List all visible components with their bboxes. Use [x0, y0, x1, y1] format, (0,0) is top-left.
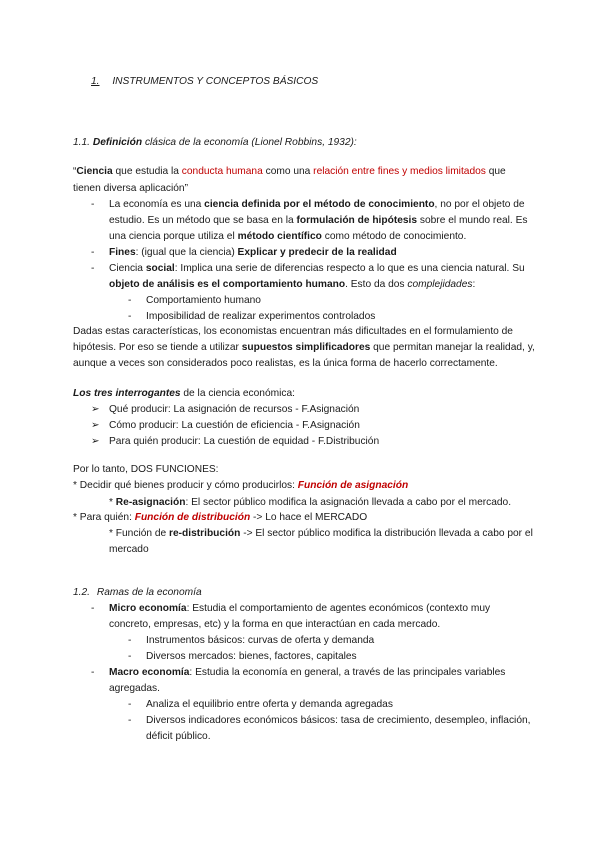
bullet-dash: -: [91, 247, 95, 258]
text-span: * Decidir qué bienes producir y cómo producirlos:: [73, 480, 298, 491]
micro-sub-2: Diversos mercados: bienes, factores, capitales: [146, 651, 357, 662]
funcion-asignacion: [73, 479, 408, 493]
heading-1-text: INSTRUMENTOS Y CONCEPTOS BÁSICOS: [112, 76, 319, 87]
bullet-dash: -: [91, 603, 95, 614]
text-span: *: [109, 497, 116, 508]
text-span: como método de conocimiento.: [321, 231, 467, 242]
paragraph-1-line-2: [73, 341, 535, 355]
macro-sub-1: Analiza el equilibrio entre oferta y demanda agregadas: [146, 699, 393, 710]
text-span: Ciencia: [109, 263, 146, 274]
macro-line-1: [109, 666, 505, 680]
text-span: complejidades: [407, 279, 473, 290]
bullet-dash: -: [91, 263, 95, 274]
re-distribucion-line-2: mercado: [109, 544, 149, 555]
bullet-2: [109, 246, 397, 260]
section-1-2-title: Ramas de la economía: [96, 587, 202, 598]
micro-line-2: concreto, empresas, etc) y la forma en que interactúan en cada mercado.: [109, 619, 441, 630]
text-span: que permitan manejar la realidad, y,: [370, 342, 535, 353]
quote-relacion: relación entre fines y medios limitados: [313, 166, 486, 177]
sub-bullet-comportamiento: Comportamiento humano: [146, 295, 261, 306]
text-span: :: [472, 279, 476, 290]
text-span: -> Lo hace el MERCADO: [250, 512, 368, 523]
arrow-bullet-icon: ➢: [91, 436, 100, 447]
sub-bullet-dash: -: [128, 699, 132, 710]
text-span: * Función de: [109, 528, 170, 539]
section-1-2-heading: [73, 586, 202, 600]
sub-bullet-dash: -: [128, 295, 132, 306]
text-span: : (igual que la ciencia): [135, 247, 238, 258]
text-span: ciencia definida por el método de conocimiento: [204, 199, 435, 210]
bullet-3-line-1: [109, 262, 525, 276]
quote-line-2: tienen diversa aplicación”: [73, 183, 188, 194]
arrow-bullet-icon: ➢: [91, 404, 100, 415]
bullet-1-line-1: [109, 198, 525, 212]
macro-sub-2-line-2: déficit público.: [146, 731, 211, 742]
paragraph-1-line-1: Dadas estas características, los economistas encuentran más dificultades en el formulamiento de: [73, 326, 513, 337]
text-span: * Para quién:: [73, 512, 135, 523]
micro-line-1: [109, 602, 490, 616]
heading-1: [91, 75, 318, 89]
text-span: Fines: [109, 247, 136, 258]
text-span: sobre el mundo real. Es: [417, 215, 528, 226]
quote-text-3: que: [485, 166, 506, 177]
text-span: Función de distribución: [134, 512, 251, 523]
quote-open: “: [73, 166, 77, 177]
text-span: método científico: [237, 231, 322, 242]
quote-ciencia: Ciencia: [76, 166, 113, 177]
sub-bullet-dash: -: [128, 635, 132, 646]
arrow-bullet-icon: ➢: [91, 420, 100, 431]
section-1-2-number: 1.2.: [73, 587, 90, 598]
macro-sub-2-line-1: Diversos indicadores económicos básicos: tasa de crecimiento, desempleo, inflación,: [146, 715, 531, 726]
section-1-1-title: clásica de la economía (Lionel Robbins, 1932):: [144, 137, 357, 148]
paragraph-1-line-3: aunque a veces son considerados poco realistas, es la única forma de hacerlo correctamente.: [73, 358, 498, 369]
text-span: Los tres interrogantes: [73, 388, 181, 399]
text-span: Micro economía: [109, 603, 187, 614]
interrogante-item-2: Cómo producir: La cuestión de eficiencia - F.Asignación: [109, 420, 360, 431]
text-span: una ciencia porque utiliza el: [109, 231, 238, 242]
text-span: . Esto da dos: [345, 279, 408, 290]
text-span: supuestos simplificadores: [241, 342, 371, 353]
re-distribucion-line-1: [109, 527, 533, 541]
bullet-1-line-3: [109, 230, 466, 244]
text-span: , no por el objeto de: [434, 199, 525, 210]
text-span: hipótesis. Por eso se tiende a utilizar: [73, 342, 242, 353]
text-span: : El sector público modifica la asignación llevada a cabo por el mercado.: [185, 497, 512, 508]
bullet-dash: -: [91, 199, 95, 210]
text-span: Macro economía: [109, 667, 190, 678]
heading-1-number: 1.: [91, 76, 100, 87]
quote-text-1: que estudia la: [112, 166, 182, 177]
section-1-1-number: 1.1.: [73, 137, 90, 148]
funcion-distribucion: [73, 511, 367, 525]
text-span: estudio. Es un método que se basa en la: [109, 215, 297, 226]
text-span: de la ciencia económica:: [180, 388, 295, 399]
interrogante-item-3: Para quién producir: La cuestión de equidad - F.Distribución: [109, 436, 380, 447]
sub-bullet-dash: -: [128, 715, 132, 726]
quote-line-1: [73, 165, 506, 179]
section-1-1-title-bold: Definición: [92, 137, 143, 148]
text-span: re-distribución: [169, 528, 241, 539]
text-span: formulación de hipótesis: [296, 215, 418, 226]
sub-bullet-dash: -: [128, 651, 132, 662]
bullet-1-line-2: [109, 214, 527, 228]
sub-bullet-dash: -: [128, 311, 132, 322]
sub-bullet-experimentos: Imposibilidad de realizar experimentos controlados: [146, 311, 376, 322]
quote-conducta-humana: conducta humana: [181, 166, 263, 177]
funciones-title: Por lo tanto, DOS FUNCIONES:: [73, 464, 219, 475]
text-span: : Estudia la economía en general, a través de las principales variables: [189, 667, 506, 678]
section-1-1-heading: [73, 136, 357, 150]
text-span: Explicar y predecir de la realidad: [237, 247, 397, 258]
text-span: : Estudia el comportamiento de agentes económicos (contexto muy: [186, 603, 491, 614]
bullet-dash: -: [91, 667, 95, 678]
micro-sub-1: Instrumentos básicos: curvas de oferta y demanda: [146, 635, 375, 646]
interrogante-item-1: Qué producir: La asignación de recursos - F.Asignación: [109, 404, 360, 415]
text-span: Re-asignación: [115, 497, 186, 508]
re-asignacion: [109, 496, 511, 510]
text-span: La economía es una: [109, 199, 205, 210]
text-span: objeto de análisis es el comportamiento humano: [109, 279, 346, 290]
interrogantes-intro: [73, 387, 295, 401]
text-span: social: [145, 263, 175, 274]
bullet-3-line-2: [109, 278, 475, 292]
text-span: -> El sector público modifica la distribución llevada a cabo por el: [240, 528, 533, 539]
macro-line-2: agregadas.: [109, 683, 160, 694]
text-span: : Implica una serie de diferencias respecto a lo que es una ciencia natural. Su: [174, 263, 525, 274]
quote-text-2: como una: [262, 166, 314, 177]
text-span: Función de asignación: [297, 480, 409, 491]
